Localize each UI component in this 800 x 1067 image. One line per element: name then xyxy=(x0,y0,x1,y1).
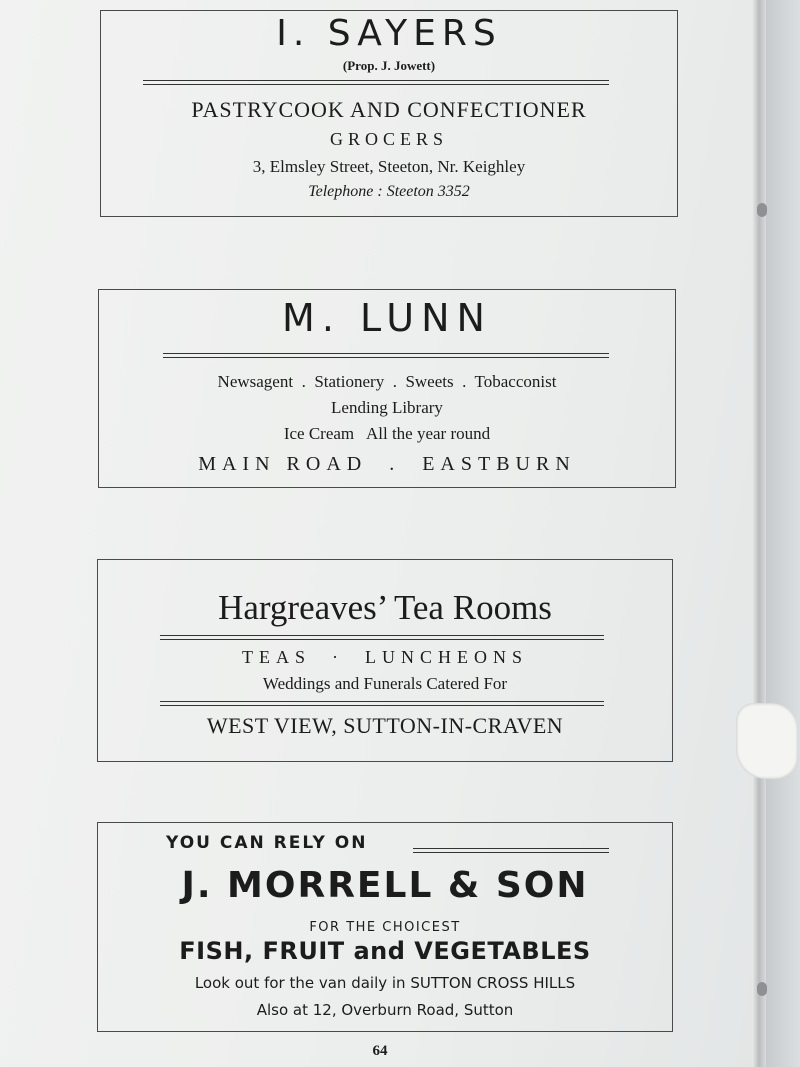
hargreaves-address: WEST VIEW, SUTTON-IN-CRAVEN xyxy=(206,713,564,738)
morrell-rely: YOU CAN RELY ON xyxy=(166,833,368,853)
lunn-name: M. LUNN xyxy=(282,296,492,340)
hargreaves-catering: Weddings and Funerals Catered For xyxy=(262,674,508,693)
lunn-address: MAIN ROAD . EASTBURN xyxy=(198,453,576,475)
lunn-library: Lending Library xyxy=(331,398,443,417)
sayers-trade: PASTRYCOOK AND CONFECTIONER xyxy=(191,97,587,122)
hargreaves-name: Hargreaves’ Tea Rooms xyxy=(218,588,552,627)
sayers-rule xyxy=(143,80,609,85)
lunn-services: Newsagent . Stationery . Sweets . Tobacconist xyxy=(217,372,557,391)
sayers-address: 3, Elmsley Street, Steeton, Nr. Keighley xyxy=(252,157,526,176)
hargreaves-rule-bottom xyxy=(160,701,604,706)
tape-patch xyxy=(736,703,798,779)
page-edge xyxy=(766,0,800,1067)
page-number: 64 xyxy=(372,1043,388,1059)
morrell-also: Also at 12, Overburn Road, Sutton xyxy=(256,1001,514,1019)
ad-lunn xyxy=(98,289,676,488)
morrell-choicest: FOR THE CHOICEST xyxy=(309,920,461,935)
morrell-van: Look out for the van daily in SUTTON CROSS HILLS xyxy=(194,974,576,992)
ad-morrell xyxy=(97,822,673,1032)
lunn-rule xyxy=(163,353,609,358)
ad-hargreaves xyxy=(97,559,673,762)
ad-sayers xyxy=(100,10,678,217)
lunn-icecream: Ice Cream All the year round xyxy=(283,424,491,443)
morrell-produce: FISH, FRUIT and VEGETABLES xyxy=(179,937,591,965)
morrell-rule xyxy=(413,848,609,853)
sayers-grocers: GROCERS xyxy=(329,129,449,149)
hargreaves-teas: TEAS · LUNCHEONS xyxy=(242,647,528,667)
staple-bottom xyxy=(757,982,767,996)
staple-top xyxy=(757,203,767,217)
sayers-name: I. SAYERS xyxy=(276,13,502,54)
morrell-name: J. MORRELL & SON xyxy=(181,865,589,906)
page-gutter xyxy=(752,0,766,1067)
hargreaves-rule-top xyxy=(160,635,604,640)
sayers-telephone: Telephone : Steeton 3352 xyxy=(308,183,470,200)
sayers-prop: (Prop. J. Jowett) xyxy=(342,58,436,73)
